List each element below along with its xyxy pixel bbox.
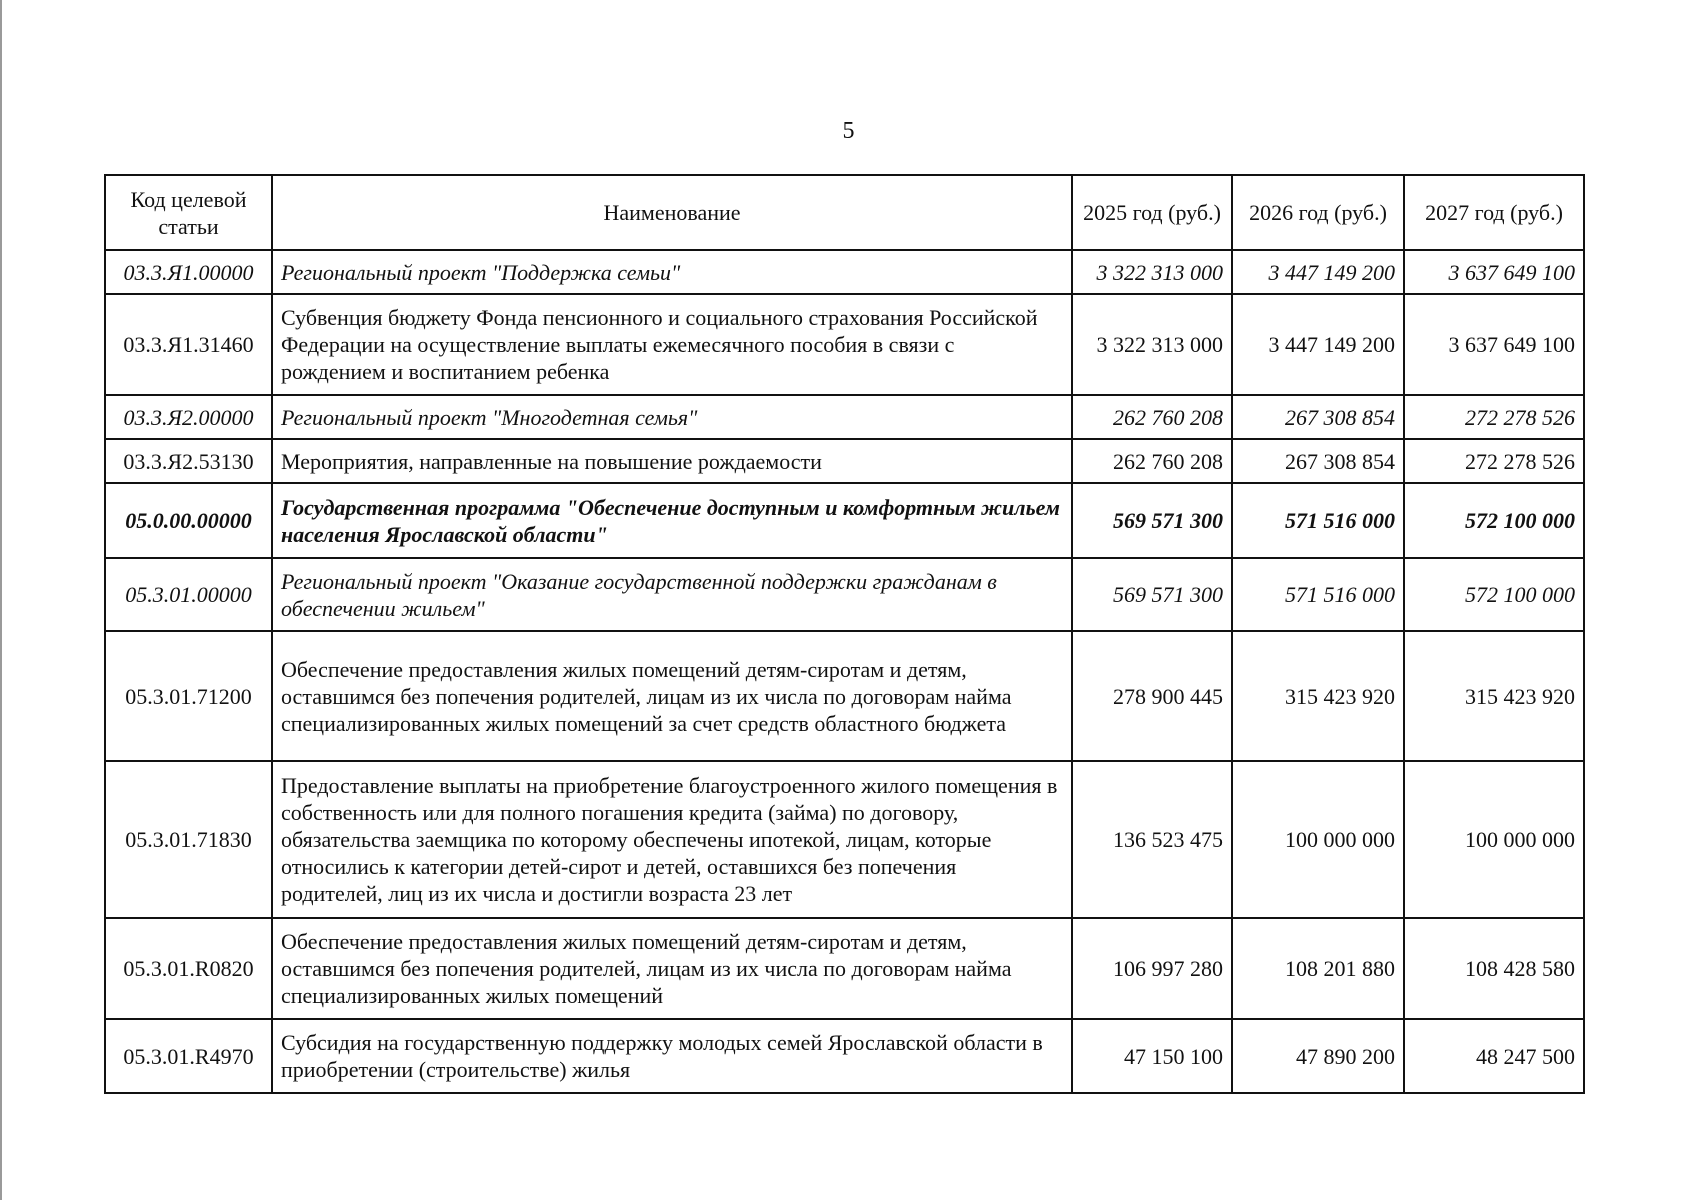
table-row [105, 918, 1584, 1019]
row-value-2027: 272 278 526 [1404, 395, 1584, 439]
row-value-2025: 262 760 208 [1072, 439, 1232, 483]
table-row [105, 558, 1584, 631]
row-code: 03.3.Я2.00000 [105, 395, 272, 439]
row-code: 03.3.Я1.31460 [105, 294, 272, 395]
row-value-2025: 569 571 300 [1072, 558, 1232, 631]
row-value-2025: 278 900 445 [1072, 631, 1232, 761]
row-value-2026: 3 447 149 200 [1232, 250, 1404, 294]
row-name: Региональный проект "Поддержка семьи" [272, 250, 1072, 294]
row-name: Региональный проект "Оказание государственной поддержки гражданам в обеспечении жильем" [272, 558, 1072, 631]
row-name: Мероприятия, направленные на повышение рождаемости [272, 439, 1072, 483]
budget-table [104, 174, 1585, 1094]
row-name: Субвенция бюджету Фонда пенсионного и социального страхования Российской Федерации на осуществление выплаты ежемесячного пособия в связи с рождением и воспитанием ребенка [272, 294, 1072, 395]
row-value-2026: 267 308 854 [1232, 395, 1404, 439]
row-code: 03.3.Я1.00000 [105, 250, 272, 294]
table-row [105, 294, 1584, 395]
row-value-2026: 47 890 200 [1232, 1019, 1404, 1093]
header-2026: 2026 год (руб.) [1232, 175, 1404, 250]
table-row [105, 761, 1584, 918]
header-name: Наименование [272, 175, 1072, 250]
row-value-2025: 569 571 300 [1072, 483, 1232, 558]
row-value-2025: 106 997 280 [1072, 918, 1232, 1019]
row-value-2025: 136 523 475 [1072, 761, 1232, 918]
table-row [105, 250, 1584, 294]
row-name: Предоставление выплаты на приобретение благоустроенного жилого помещения в собственность или для полного погашения кредита (займа) по договору, обязательства заемщика по которому обеспечены ипотекой, лицам, которые относились к категории детей-сирот и детей, оставшихся без попечения родителей, лиц из их числа и достигли возраста 23 лет [272, 761, 1072, 918]
scan-edge [0, 0, 2, 1200]
table-row [105, 1019, 1584, 1093]
row-value-2026: 3 447 149 200 [1232, 294, 1404, 395]
row-value-2025: 3 322 313 000 [1072, 250, 1232, 294]
row-code: 05.0.00.00000 [105, 483, 272, 558]
page-number: 5 [842, 118, 855, 144]
row-name: Государственная программа "Обеспечение доступным и комфортным жильем населения Ярославской области" [272, 483, 1072, 558]
row-value-2026: 315 423 920 [1232, 631, 1404, 761]
row-value-2025: 47 150 100 [1072, 1019, 1232, 1093]
row-value-2027: 315 423 920 [1404, 631, 1584, 761]
row-code: 05.3.01.71200 [105, 631, 272, 761]
row-value-2027: 48 247 500 [1404, 1019, 1584, 1093]
row-name: Региональный проект "Многодетная семья" [272, 395, 1072, 439]
row-value-2025: 262 760 208 [1072, 395, 1232, 439]
row-value-2026: 571 516 000 [1232, 483, 1404, 558]
row-code: 05.3.01.R0820 [105, 918, 272, 1019]
table-row [105, 395, 1584, 439]
row-value-2026: 571 516 000 [1232, 558, 1404, 631]
table-row [105, 439, 1584, 483]
row-value-2025: 3 322 313 000 [1072, 294, 1232, 395]
row-code: 05.3.01.R4970 [105, 1019, 272, 1093]
header-code: Код целевой статьи [105, 175, 272, 250]
row-value-2026: 108 201 880 [1232, 918, 1404, 1019]
row-code: 03.3.Я2.53130 [105, 439, 272, 483]
row-value-2027: 108 428 580 [1404, 918, 1584, 1019]
row-name: Обеспечение предоставления жилых помещений детям-сиротам и детям, оставшимся без попечения родителей, лицам из их числа по договорам найма специализированных жилых помещений за счет средств областного бюджета [272, 631, 1072, 761]
row-value-2026: 267 308 854 [1232, 439, 1404, 483]
table-row [105, 631, 1584, 761]
row-value-2027: 100 000 000 [1404, 761, 1584, 918]
table-header-row [105, 175, 1584, 250]
row-name: Субсидия на государственную поддержку молодых семей Ярославской области в приобретении (строительстве) жилья [272, 1019, 1072, 1093]
row-value-2027: 3 637 649 100 [1404, 294, 1584, 395]
row-value-2026: 100 000 000 [1232, 761, 1404, 918]
header-2025: 2025 год (руб.) [1072, 175, 1232, 250]
row-code: 05.3.01.71830 [105, 761, 272, 918]
row-code: 05.3.01.00000 [105, 558, 272, 631]
row-value-2027: 3 637 649 100 [1404, 250, 1584, 294]
row-value-2027: 572 100 000 [1404, 558, 1584, 631]
row-value-2027: 272 278 526 [1404, 439, 1584, 483]
row-value-2027: 572 100 000 [1404, 483, 1584, 558]
row-name: Обеспечение предоставления жилых помещений детям-сиротам и детям, оставшимся без попечения родителей, лицам из их числа по договорам найма специализированных жилых помещений [272, 918, 1072, 1019]
table-row [105, 483, 1584, 558]
header-2027: 2027 год (руб.) [1404, 175, 1584, 250]
